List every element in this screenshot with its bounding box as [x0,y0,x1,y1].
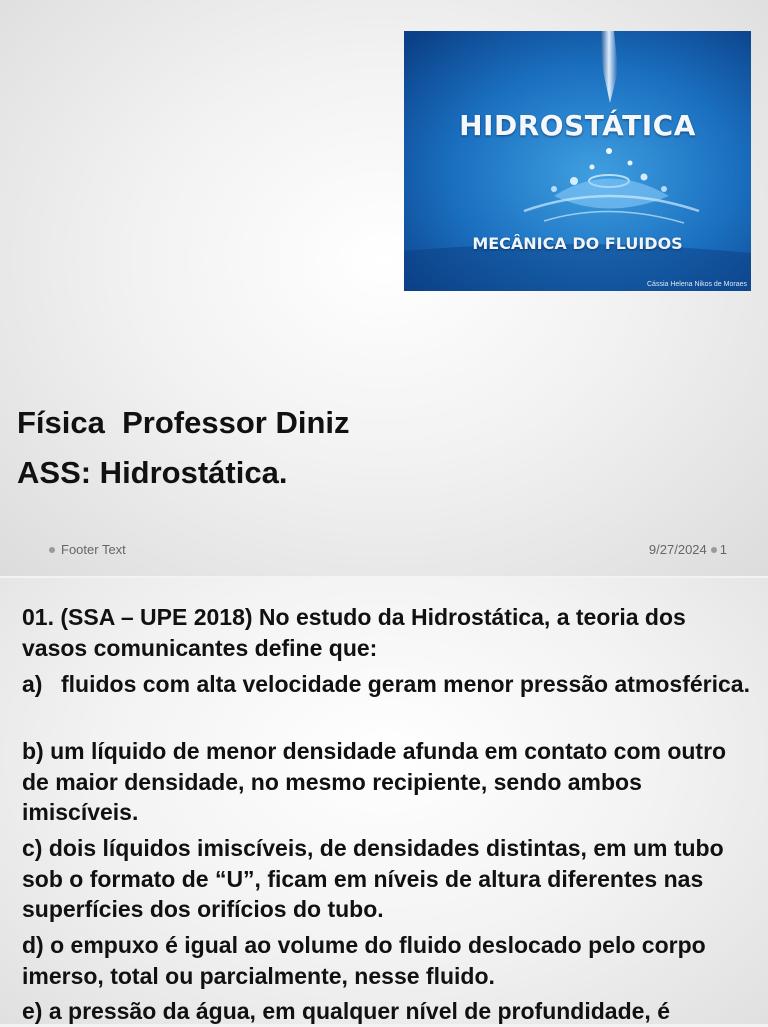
option-a-text: fluidos com alta velocidade geram menor pressão atmosférica. [61,671,750,697]
option-a-letter: a) [22,671,43,697]
footer-left [49,542,126,557]
banner-credit: Cássia Helena Nikos de Moraes [647,281,747,288]
slide-title-line-2: ASS: Hidrostática. [17,455,288,490]
footer-date: 9/27/2024 [648,542,707,557]
footer-right [649,542,727,557]
option-d: d) o empuxo é igual ao volume do fluido deslocado pelo corpo imerso, total ou parcialmente, nesse fluido. [22,932,706,989]
footer-text: Footer Text [61,542,126,557]
question-stem: 01. (SSA – UPE 2018) No estudo da Hidrostática, a teoria dos vasos comunicantes define que: [22,604,686,661]
option-e: e) a pressão da água, em qualquer nível de profundidade, é [22,998,670,1024]
option-c: c) dois líquidos imiscíveis, de densidades distintas, em um tubo sob o formato de “U”, ficam em níveis de altura diferentes nas superfícies dos orifícios do tubo. [22,835,724,922]
banner-subtitle: MECÂNICA DO FLUIDOS [472,234,683,253]
option-b: b) um líquido de menor densidade afunda em contato com outro de maior densidade, no mesmo recipiente, sendo ambos imiscíveis. [22,738,727,825]
slide-number: 1 [719,542,727,557]
bullet-icon [711,547,717,553]
slide-title-line-1: Física Professor Diniz [17,405,350,440]
banner-title: HIDROSTÁTICA [459,109,696,142]
hydrostatics-banner-image [404,31,751,291]
option-a [22,669,750,700]
bullet-icon [49,547,55,553]
